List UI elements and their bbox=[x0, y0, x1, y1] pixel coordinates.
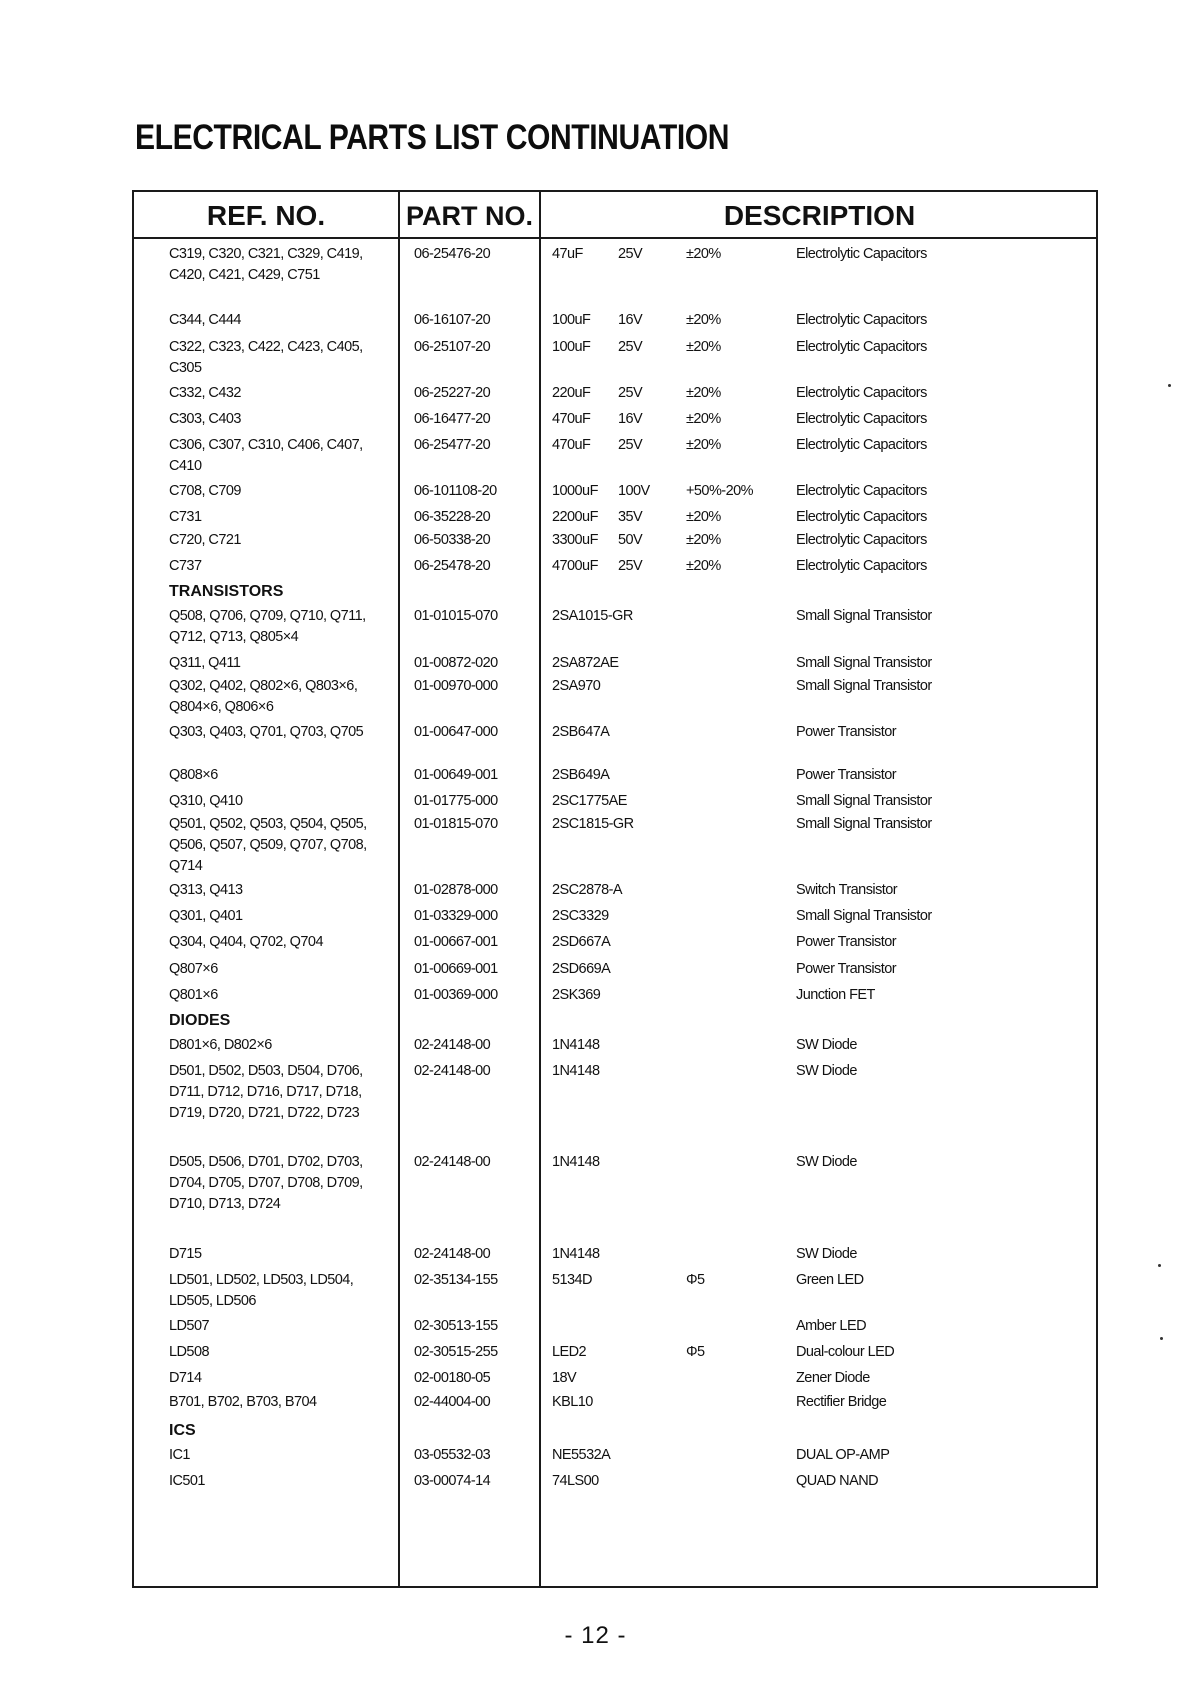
value-cell: 47uF bbox=[552, 246, 583, 262]
scan-speck bbox=[1158, 1264, 1161, 1267]
description-cell: Small Signal Transistor bbox=[796, 816, 932, 832]
description-cell: SW Diode bbox=[796, 1037, 857, 1053]
description-cell: Amber LED bbox=[796, 1318, 866, 1334]
part-no-cell: 01-01775-000 bbox=[414, 793, 498, 809]
ref-no-cell: LD507 bbox=[169, 1318, 209, 1334]
part-no-cell: 02-30515-255 bbox=[414, 1344, 498, 1360]
description-cell: Power Transistor bbox=[796, 724, 896, 740]
part-no-cell: 01-00669-001 bbox=[414, 961, 498, 977]
page-number: - 12 - bbox=[564, 1622, 627, 1649]
ref-no-cell: C319, C320, C321, C329, C419, C420, C421, C429, C751 bbox=[169, 246, 363, 283]
rating-cell: 16V bbox=[618, 312, 643, 328]
ref-no-cell: D715 bbox=[169, 1246, 202, 1262]
tolerance-cell: ±20% bbox=[686, 509, 721, 525]
value-cell: 5134D bbox=[552, 1272, 592, 1288]
rating-cell: 50V bbox=[618, 532, 643, 548]
value-cell: 470uF bbox=[552, 411, 591, 427]
part-no-cell: 01-00369-000 bbox=[414, 987, 498, 1003]
part-no-cell: 02-24148-00 bbox=[414, 1063, 491, 1079]
ref-no-cell: C737 bbox=[169, 558, 202, 574]
description-cell: Power Transistor bbox=[796, 767, 896, 783]
description-cell: SW Diode bbox=[796, 1246, 857, 1262]
description-cell: Electrolytic Capacitors bbox=[796, 509, 927, 525]
section-transistors: TRANSISTORS bbox=[169, 583, 284, 600]
description-cell: Electrolytic Capacitors bbox=[796, 246, 927, 262]
ref-no-cell: Q508, Q706, Q709, Q710, Q711, Q712, Q713, Q805×4 bbox=[169, 608, 366, 645]
scan-speck bbox=[1168, 384, 1171, 387]
header-description: DESCRIPTION bbox=[723, 200, 916, 231]
ref-no-cell: C303, C403 bbox=[169, 411, 241, 427]
section-ics: ICS bbox=[169, 1422, 196, 1439]
description-cell: Electrolytic Capacitors bbox=[796, 385, 927, 401]
value-cell: 220uF bbox=[552, 385, 591, 401]
value-cell: KBL10 bbox=[552, 1394, 593, 1410]
ref-no-cell: Q303, Q403, Q701, Q703, Q705 bbox=[169, 724, 364, 740]
ref-no-cell: C332, C432 bbox=[169, 385, 241, 401]
value-cell: 1N4148 bbox=[552, 1063, 600, 1079]
tolerance-cell: Φ5 bbox=[686, 1344, 705, 1360]
ref-no-cell: Q501, Q502, Q503, Q504, Q505, Q506, Q507, Q509, Q707, Q708, Q714 bbox=[169, 816, 367, 874]
ref-no-cell: C731 bbox=[169, 509, 202, 525]
description-cell: Electrolytic Capacitors bbox=[796, 558, 927, 574]
part-no-cell: 06-35228-20 bbox=[414, 509, 491, 525]
part-no-cell: 02-24148-00 bbox=[414, 1246, 491, 1262]
value-cell: 2SB649A bbox=[552, 767, 610, 783]
description-cell: Small Signal Transistor bbox=[796, 655, 932, 671]
ref-no-cell: Q311, Q411 bbox=[169, 655, 241, 671]
part-no-cell: 01-02878-000 bbox=[414, 882, 498, 898]
ref-no-cell: Q301, Q401 bbox=[169, 908, 243, 924]
ref-no-cell: LD508 bbox=[169, 1344, 209, 1360]
value-cell: 1N4148 bbox=[552, 1037, 600, 1053]
description-cell: Electrolytic Capacitors bbox=[796, 532, 927, 548]
description-cell: Switch Transistor bbox=[796, 882, 898, 898]
part-no-cell: 03-00074-14 bbox=[414, 1473, 491, 1489]
value-cell: 1N4148 bbox=[552, 1246, 600, 1262]
description-cell: Zener Diode bbox=[796, 1370, 870, 1386]
tolerance-cell: ±20% bbox=[686, 246, 721, 262]
ref-no-cell: LD501, LD502, LD503, LD504, LD505, LD506 bbox=[169, 1272, 354, 1309]
rating-cell: 25V bbox=[618, 558, 643, 574]
ref-no-cell: Q801×6 bbox=[169, 987, 218, 1003]
part-no-cell: 06-25476-20 bbox=[414, 246, 491, 262]
ref-no-cell: D505, D506, D701, D702, D703, D704, D705, D707, D708, D709, D710, D713, D724 bbox=[169, 1154, 363, 1212]
ref-no-cell: D501, D502, D503, D504, D706, D711, D712, D716, D717, D718, D719, D720, D721, D722, D723 bbox=[169, 1063, 363, 1121]
part-no-cell: 02-44004-00 bbox=[414, 1394, 491, 1410]
rating-cell: 25V bbox=[618, 339, 643, 355]
part-no-cell: 03-05532-03 bbox=[414, 1447, 491, 1463]
part-no-cell: 01-01815-070 bbox=[414, 816, 498, 832]
value-cell: 2SB647A bbox=[552, 724, 610, 740]
part-no-cell: 01-01015-070 bbox=[414, 608, 498, 624]
part-no-cell: 02-30513-155 bbox=[414, 1318, 498, 1334]
description-cell: Green LED bbox=[796, 1272, 864, 1288]
part-no-cell: 01-00647-000 bbox=[414, 724, 498, 740]
part-no-cell: 06-25477-20 bbox=[414, 437, 491, 453]
part-no-cell: 02-00180-05 bbox=[414, 1370, 491, 1386]
scan-speck bbox=[1160, 1337, 1163, 1340]
ref-no-cell: Q807×6 bbox=[169, 961, 218, 977]
value-cell: 1000uF bbox=[552, 483, 598, 499]
part-no-cell: 01-00872-020 bbox=[414, 655, 498, 671]
value-cell: 2SD669A bbox=[552, 961, 611, 977]
description-cell: Electrolytic Capacitors bbox=[796, 411, 927, 427]
tolerance-cell: ±20% bbox=[686, 437, 721, 453]
description-cell: Junction FET bbox=[796, 987, 875, 1003]
value-cell: 74LS00 bbox=[552, 1473, 599, 1489]
value-cell: 2SC3329 bbox=[552, 908, 609, 924]
value-cell: 470uF bbox=[552, 437, 591, 453]
tolerance-cell: ±20% bbox=[686, 532, 721, 548]
description-cell: Electrolytic Capacitors bbox=[796, 483, 927, 499]
ref-no-cell: C708, C709 bbox=[169, 483, 241, 499]
part-no-cell: 01-00970-000 bbox=[414, 678, 498, 694]
part-no-cell: 06-16477-20 bbox=[414, 411, 491, 427]
ref-no-cell: D714 bbox=[169, 1370, 202, 1386]
description-cell: Electrolytic Capacitors bbox=[796, 312, 927, 328]
value-cell: 2SA970 bbox=[552, 678, 601, 694]
rating-cell: 16V bbox=[618, 411, 643, 427]
tolerance-cell: ±20% bbox=[686, 411, 721, 427]
tolerance-cell: +50%-20% bbox=[686, 483, 753, 499]
tolerance-cell: ±20% bbox=[686, 385, 721, 401]
description-cell: SW Diode bbox=[796, 1063, 857, 1079]
description-cell: Dual-colour LED bbox=[796, 1344, 895, 1360]
description-cell: Electrolytic Capacitors bbox=[796, 339, 927, 355]
tolerance-cell: Φ5 bbox=[686, 1272, 705, 1288]
description-cell: Small Signal Transistor bbox=[796, 908, 932, 924]
value-cell: 2200uF bbox=[552, 509, 598, 525]
part-no-cell: 01-00667-001 bbox=[414, 934, 498, 950]
table-body bbox=[134, 192, 1096, 1586]
rating-cell: 25V bbox=[618, 385, 643, 401]
part-no-cell: 02-24148-00 bbox=[414, 1037, 491, 1053]
part-no-cell: 06-16107-20 bbox=[414, 312, 491, 328]
header-ref-no: REF. NO. bbox=[206, 200, 326, 231]
part-no-cell: 02-35134-155 bbox=[414, 1272, 498, 1288]
parts-table bbox=[132, 190, 1098, 1588]
description-cell: SW Diode bbox=[796, 1154, 857, 1170]
ref-no-cell: C322, C323, C422, C423, C405, C305 bbox=[169, 339, 363, 376]
ref-no-cell: D801×6, D802×6 bbox=[169, 1037, 272, 1053]
value-cell: 2SC1815-GR bbox=[552, 816, 634, 832]
ref-no-cell: Q304, Q404, Q702, Q704 bbox=[169, 934, 323, 950]
value-cell: 2SA1015-GR bbox=[552, 608, 633, 624]
part-no-cell: 06-25107-20 bbox=[414, 339, 491, 355]
ref-no-cell: Q313, Q413 bbox=[169, 882, 243, 898]
section-diodes: DIODES bbox=[169, 1012, 231, 1029]
description-cell: Rectifier Bridge bbox=[796, 1394, 887, 1410]
value-cell: 2SD667A bbox=[552, 934, 611, 950]
value-cell: 100uF bbox=[552, 339, 591, 355]
value-cell: 18V bbox=[552, 1370, 577, 1386]
header-part-no: PART NO. bbox=[406, 201, 533, 231]
tolerance-cell: ±20% bbox=[686, 312, 721, 328]
part-no-cell: 06-25227-20 bbox=[414, 385, 491, 401]
rating-cell: 35V bbox=[618, 509, 643, 525]
page-title: ELECTRICAL PARTS LIST CONTINUATION bbox=[135, 118, 730, 157]
ref-no-cell: Q302, Q402, Q802×6, Q803×6, Q804×6, Q806×6 bbox=[169, 678, 358, 715]
value-cell: LED2 bbox=[552, 1344, 587, 1360]
part-no-cell: 01-00649-001 bbox=[414, 767, 498, 783]
description-cell: Power Transistor bbox=[796, 934, 896, 950]
value-cell: NE5532A bbox=[552, 1447, 611, 1463]
ref-no-cell: B701, B702, B703, B704 bbox=[169, 1394, 317, 1410]
ref-no-cell: IC501 bbox=[169, 1473, 205, 1489]
ref-no-cell: C344, C444 bbox=[169, 312, 241, 328]
part-no-cell: 06-50338-20 bbox=[414, 532, 491, 548]
description-cell: Small Signal Transistor bbox=[796, 608, 932, 624]
value-cell: 1N4148 bbox=[552, 1154, 600, 1170]
part-no-cell: 01-03329-000 bbox=[414, 908, 498, 924]
part-no-cell: 02-24148-00 bbox=[414, 1154, 491, 1170]
ref-no-cell: C720, C721 bbox=[169, 532, 241, 548]
tolerance-cell: ±20% bbox=[686, 339, 721, 355]
description-cell: Power Transistor bbox=[796, 961, 896, 977]
value-cell: 2SA872AE bbox=[552, 655, 619, 671]
description-cell: Small Signal Transistor bbox=[796, 678, 932, 694]
description-cell: Small Signal Transistor bbox=[796, 793, 932, 809]
description-cell: QUAD NAND bbox=[796, 1473, 879, 1489]
ref-no-cell: IC1 bbox=[169, 1447, 190, 1463]
description-cell: DUAL OP-AMP bbox=[796, 1447, 890, 1463]
rating-cell: 25V bbox=[618, 437, 643, 453]
value-cell: 3300uF bbox=[552, 532, 598, 548]
value-cell: 2SC2878-A bbox=[552, 882, 623, 898]
ref-no-cell: C306, C307, C310, C406, C407, C410 bbox=[169, 437, 363, 474]
value-cell: 2SC1775AE bbox=[552, 793, 627, 809]
rating-cell: 25V bbox=[618, 246, 643, 262]
ref-no-cell: Q808×6 bbox=[169, 767, 218, 783]
rating-cell: 100V bbox=[618, 483, 650, 499]
part-no-cell: 06-101108-20 bbox=[414, 483, 497, 499]
value-cell: 100uF bbox=[552, 312, 591, 328]
tolerance-cell: ±20% bbox=[686, 558, 721, 574]
ref-no-cell: Q310, Q410 bbox=[169, 793, 243, 809]
value-cell: 4700uF bbox=[552, 558, 598, 574]
part-no-cell: 06-25478-20 bbox=[414, 558, 491, 574]
description-cell: Electrolytic Capacitors bbox=[796, 437, 927, 453]
value-cell: 2SK369 bbox=[552, 987, 601, 1003]
